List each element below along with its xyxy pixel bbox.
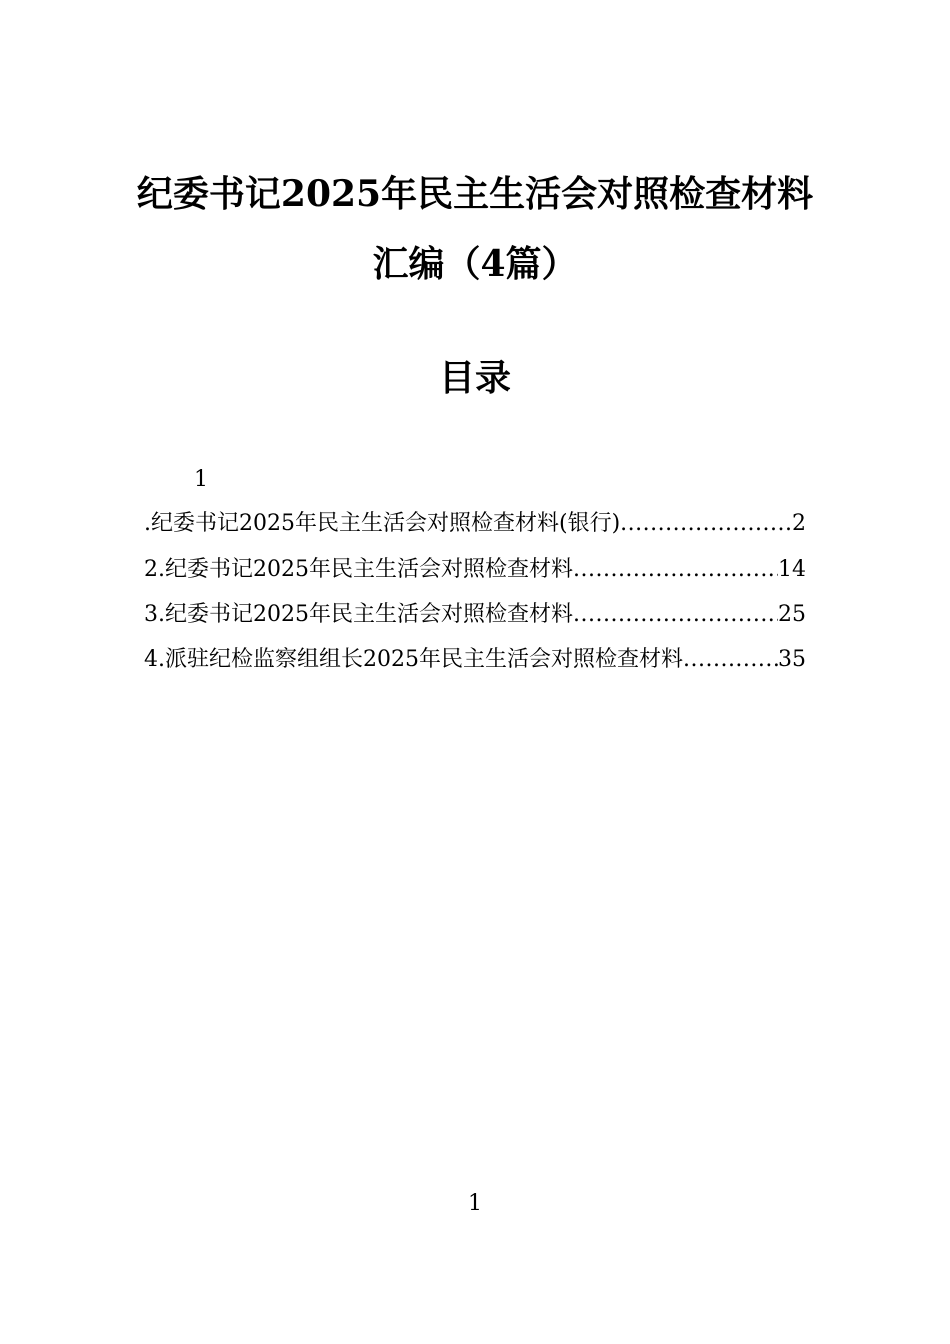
toc-entry-label: 3.纪委书记2025年民主生活会对照检查材料 (144, 602, 573, 627)
toc-entry-page: 2 (792, 511, 806, 536)
toc-entry-page: 25 (778, 602, 806, 627)
toc-dot-leader (683, 646, 778, 674)
toc-heading: 目录 (438, 357, 511, 399)
toc-entry[interactable] (144, 556, 806, 584)
toc-entry-page: 14 (778, 557, 806, 582)
toc-entry[interactable] (144, 646, 806, 674)
toc-entry-page: 35 (778, 647, 806, 672)
toc-entry[interactable] (144, 601, 806, 629)
toc-entry-label: 2.纪委书记2025年民主生活会对照检查材料 (144, 557, 573, 582)
toc-entry-label: .纪委书记2025年民主生活会对照检查材料(银行) (144, 511, 621, 536)
toc-dot-leader (620, 510, 792, 538)
page-number: 1 (468, 1191, 482, 1216)
toc-dot-leader (573, 556, 778, 584)
document-title-line-2: 汇编（4篇） (372, 243, 578, 285)
toc-entry[interactable] (144, 510, 806, 538)
document-title-line-1: 纪委书记2025年民主生活会对照检查材料 (136, 173, 814, 215)
toc-dot-leader (573, 601, 778, 629)
toc-entry-1-number: 1 (194, 467, 208, 492)
toc-entry-label: 4.派驻纪检监察组组长2025年民主生活会对照检查材料 (144, 647, 683, 672)
